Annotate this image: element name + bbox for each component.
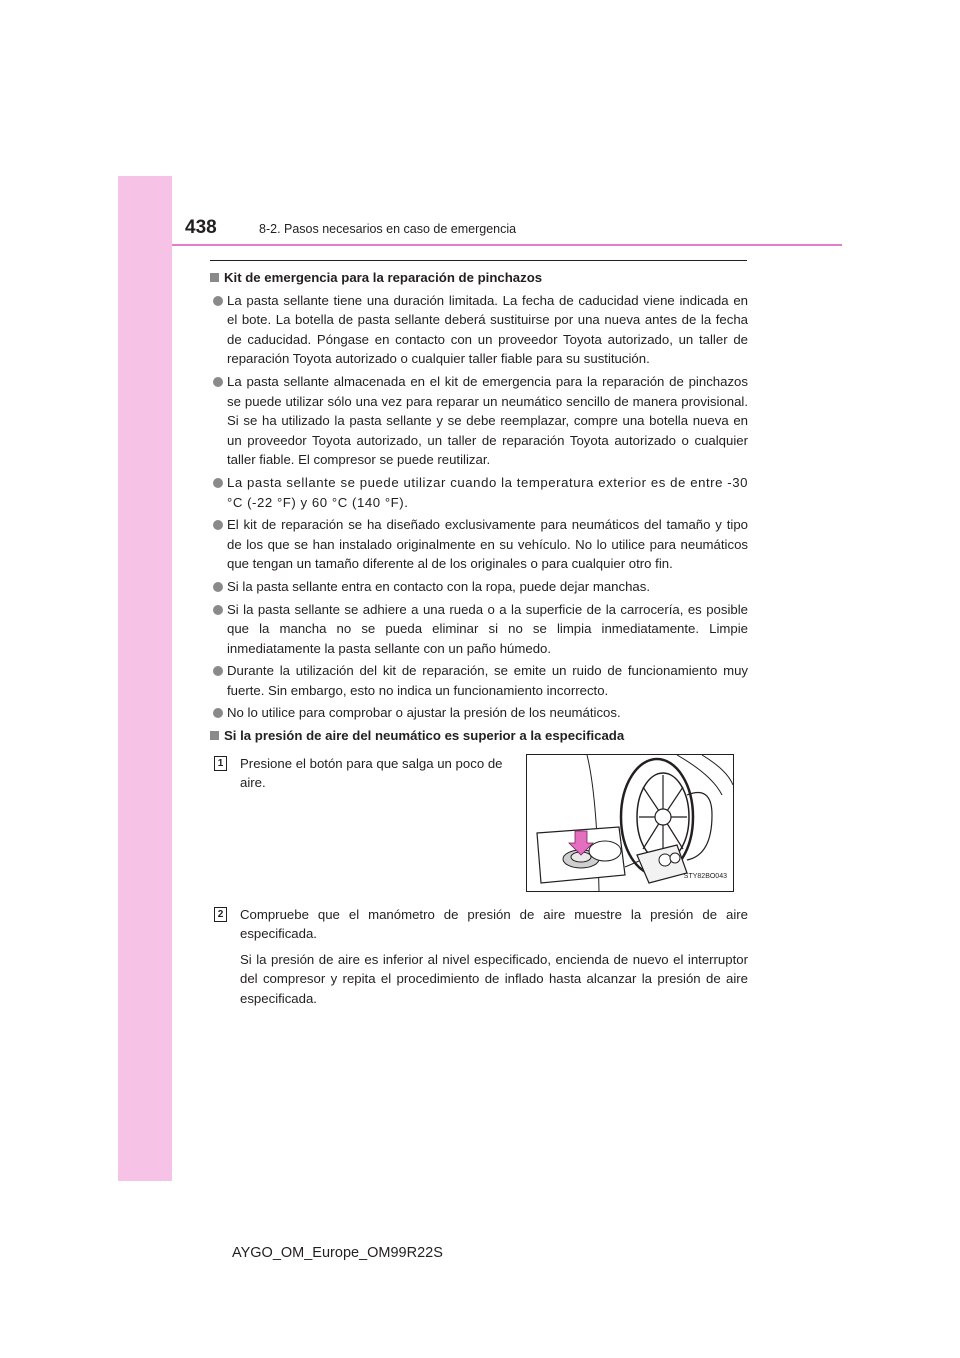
step-number: 2 [214, 907, 227, 922]
document-code: AYGO_OM_Europe_OM99R22S [232, 1245, 443, 1261]
section-rule [210, 260, 747, 261]
page-number: 438 [185, 217, 217, 238]
list-item-text: La pasta sellante se puede utilizar cuando la temperatura exterior es de entre -30 °C (-22 °F) y 60 °C (140 °F). [227, 474, 748, 510]
list-item [210, 291, 748, 369]
list-item-text: El kit de reparación se ha diseñado exclusivamente para neumáticos del tamaño y tipo de los que se han instalado originalmente en su vehículo. No lo utilice para neumáticos que tengan un tamaño diferente al de los originales o para cualquier otro fin. [227, 517, 748, 572]
bullet-icon [213, 478, 223, 488]
step-note: Si la presión de aire es inferior al nivel especificado, encienda de nuevo el interruptor del compresor y repita el procedimiento de inflado hasta alcanzar la presión de aire especificada. [240, 951, 748, 1007]
step-number: 1 [214, 756, 227, 771]
bullet-icon [213, 377, 223, 387]
list-item [210, 515, 748, 574]
bullet-icon [213, 520, 223, 530]
bullet-icon [213, 296, 223, 306]
bullet-icon [213, 708, 223, 718]
step-text: Presione el botón para que salga un poco de aire. [240, 755, 503, 791]
bullet-icon [213, 666, 223, 676]
chapter-title: 8-2. Pasos necesarios en caso de emergencia [259, 222, 517, 236]
step-text: Compruebe que el manómetro de presión de aire muestre la presión de aire especificada. [240, 906, 748, 942]
section-heading-pressure [210, 726, 748, 746]
list-item-text: La pasta sellante tiene una duración limitada. La fecha de caducidad viene indicada en el bote. La botella de pasta sellante deberá sustituirse por una nueva antes de la fecha de caducidad. Póngase en contacto con un proveedor Toyota autorizado, un taller de reparación Toyota autorizado o cualquier taller fiable para su sustitución. [227, 292, 748, 367]
list-item [210, 703, 748, 723]
list-item-text: Si la pasta sellante se adhiere a una rueda o a la superficie de la carrocería, es posible que la mancha no se pueda eliminar si no se limpia inmediatamente. Limpie inmediatamente la pasta sellante con un paño húmedo. [227, 601, 748, 656]
figure-code: STY82BO043 [683, 873, 727, 881]
compressor-illustration [526, 754, 734, 892]
chapter-sidebar-tab [118, 176, 172, 1181]
section-heading-text: Si la presión de aire del neumático es superior a la especificada [224, 728, 625, 744]
section-heading-text: Kit de emergencia para la reparación de pinchazos [224, 270, 543, 285]
list-item [210, 577, 748, 597]
list-item [210, 372, 748, 470]
bullet-icon [213, 605, 223, 615]
list-item-text: Si la pasta sellante entra en contacto con la ropa, puede dejar manchas. [227, 578, 651, 594]
list-item [210, 473, 748, 512]
section-heading-kit [210, 268, 748, 288]
list-item [210, 661, 748, 700]
square-bullet-icon [210, 273, 219, 282]
square-bullet-icon [210, 731, 219, 740]
bullet-icon [213, 582, 223, 592]
list-item-text: Durante la utilización del kit de reparación, se emite un ruido de funcionamiento muy fuerte. Sin embargo, esto no indica un funcionamiento incorrecto. [227, 663, 748, 698]
page-content [210, 268, 748, 1015]
header-divider [172, 244, 842, 246]
step-1 [210, 754, 748, 900]
list-item-text: La pasta sellante almacenada en el kit de emergencia para la reparación de pinchazos se puede utilizar sólo una vez para reparar un neumático sencillo de manera provisional. Si se ha utilizado la pasta sellante y se debe reemplazar, compre una botella nueva en un proveedor Toyota autorizado, un taller de reparación Toyota autorizado o cualquier taller fiable. El compresor se puede reutilizar. [227, 373, 748, 468]
list-item-text: No lo utilice para comprobar o ajustar la presión de los neumáticos. [227, 705, 621, 721]
list-item [210, 600, 748, 659]
step-2 [210, 905, 748, 1009]
